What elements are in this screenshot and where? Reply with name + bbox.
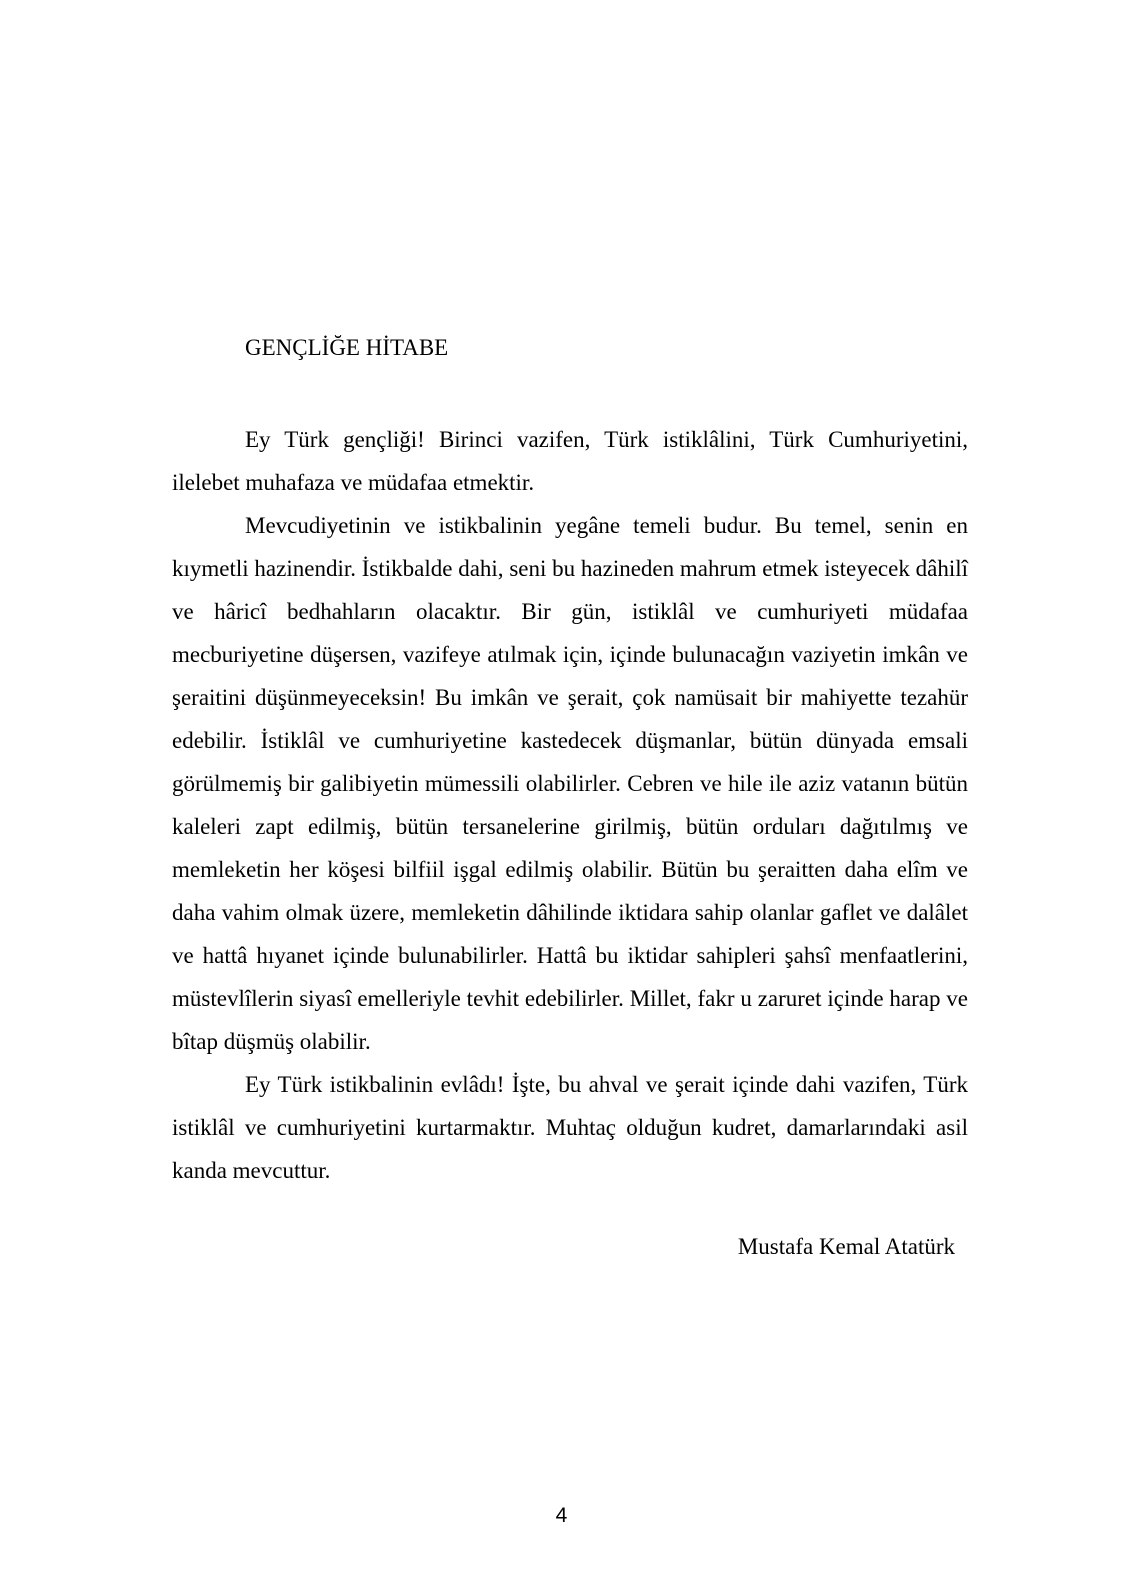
paragraph-2: Mevcudiyetinin ve istikbalinin yegâne temeli budur. Bu temel, senin en kıymetli hazinendir. İstikbalde dahi, seni bu hazineden mahrum etmek isteyecek dâhilî ve hâricî bedhahların olacaktır. Bir gün, istiklâl ve cumhuriyeti müdafaa mecburiyetine düşersen, vazifeye atılmak için, içinde bulunacağın vaziyetin imkân ve şeraitini düşünmeyeceksin! Bu imkân ve şerait, çok namüsait bir mahiyette tezahür edebilir. İstiklâl ve cumhuriyetine kastedecek düşmanlar, bütün dünyada emsali görülmemiş bir galibiyetin mümessili olabilirler. Cebren ve hile ile aziz vatanın bütün kaleleri zapt edilmiş, bütün tersanelerine girilmiş, bütün orduları dağıtılmış ve memleketin her köşesi bilfiil işgal edilmiş olabilir. Bütün bu şeraitten daha elîm ve daha vahim olmak üzere, memleketin dâhilinde iktidara sahip olanlar gaflet ve dalâlet ve hattâ hıyanet içinde bulunabilirler. Hattâ bu iktidar sahipleri şahsî menfaatlerini, müstevlîlerin siyasî emelleriyle tevhit edebilirler. Millet, fakr u zaruret içinde harap ve bîtap düşmüş olabilir.: [172, 513, 968, 1054]
speech-body: [172, 418, 968, 1192]
paragraph-1: Ey Türk gençliği! Birinci vazifen, Türk istiklâlini, Türk Cumhuriyetini, ilelebet muhafaza ve müdafaa etmektir.: [172, 427, 968, 495]
page-title: GENÇLİĞE HİTABE: [245, 335, 449, 360]
paragraph-3: Ey Türk istikbalinin evlâdı! İşte, bu ahval ve şerait içinde dahi vazifen, Türk istiklâl ve cumhuriyetini kurtarmaktır. Muhtaç olduğun kudret, damarlarındaki asil kanda mevcuttur.: [172, 1072, 968, 1183]
author-signature: Mustafa Kemal Atatürk: [737, 1234, 955, 1259]
page-number: 4: [555, 1504, 568, 1527]
